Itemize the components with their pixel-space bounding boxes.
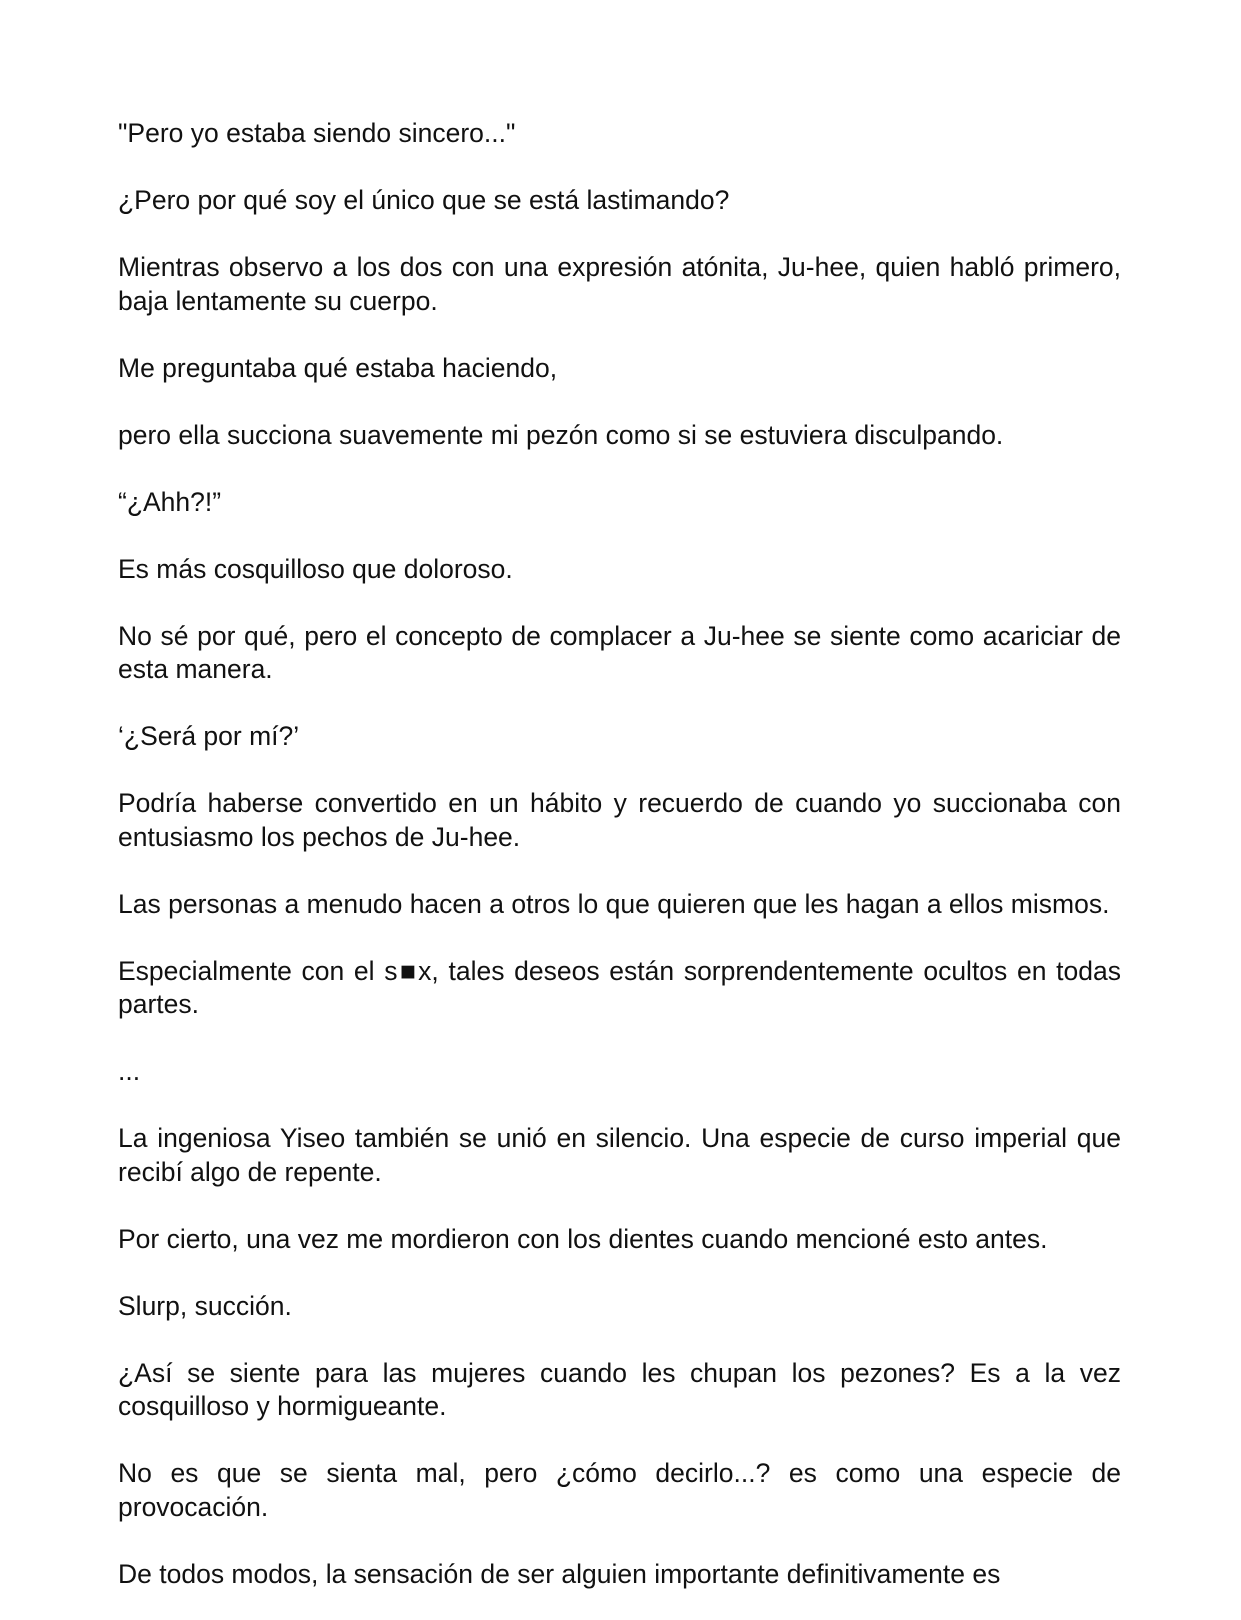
paragraph: Slurp, succión. bbox=[118, 1290, 292, 1321]
paragraph: Podría haberse convertido en un hábito y recuerdo de cuando yo succionaba con entusiasmo los pechos de Ju-hee. bbox=[118, 788, 1121, 852]
paragraph: ¿Así se siente para las mujeres cuando les chupan los pezones? Es a la vez cosquilloso y hormigueante. bbox=[118, 1357, 1121, 1421]
paragraph: Me preguntaba qué estaba haciendo, bbox=[118, 352, 558, 383]
paragraph: Es más cosquilloso que doloroso. bbox=[118, 553, 513, 584]
paragraph: "Pero yo estaba siendo sincero..." bbox=[118, 118, 516, 148]
paragraph: ¿Pero por qué soy el único que se está lastimando? bbox=[118, 185, 730, 215]
paragraph: ‘¿Será por mí?’ bbox=[118, 721, 300, 751]
paragraph: No sé por qué, pero el concepto de complacer a Ju-hee se siente como acariciar de esta manera. bbox=[118, 620, 1121, 684]
paragraph: No es que se sienta mal, pero ¿cómo decirlo...? es como una especie de provocación. bbox=[118, 1458, 1121, 1522]
paragraph: “¿Ahh?!” bbox=[118, 486, 222, 517]
paragraph: Mientras observo a los dos con una expresión atónita, Ju-hee, quien habló primero, baja lentamente su cuerpo. bbox=[118, 252, 1121, 316]
paragraph: Las personas a menudo hacen a otros lo que quieren que les hagan a ellos mismos. bbox=[118, 888, 1110, 919]
paragraph: pero ella succiona suavemente mi pezón como si se estuviera disculpando. bbox=[118, 419, 1004, 450]
paragraph: Especialmente con el s■x, tales deseos están sorprendentemente ocultos en todas partes. bbox=[118, 955, 1121, 1019]
paragraph-cut-off: De todos modos, la sensación de ser alguien importante definitivamente es bbox=[118, 1558, 1001, 1589]
paragraph: La ingeniosa Yiseo también se unió en silencio. Una especie de curso imperial que recibí algo de repente. bbox=[118, 1123, 1121, 1187]
paragraph: Por cierto, una vez me mordieron con los dientes cuando mencioné esto antes. bbox=[118, 1223, 1048, 1254]
paragraph: ... bbox=[118, 1056, 141, 1086]
body-text bbox=[118, 117, 1121, 1591]
